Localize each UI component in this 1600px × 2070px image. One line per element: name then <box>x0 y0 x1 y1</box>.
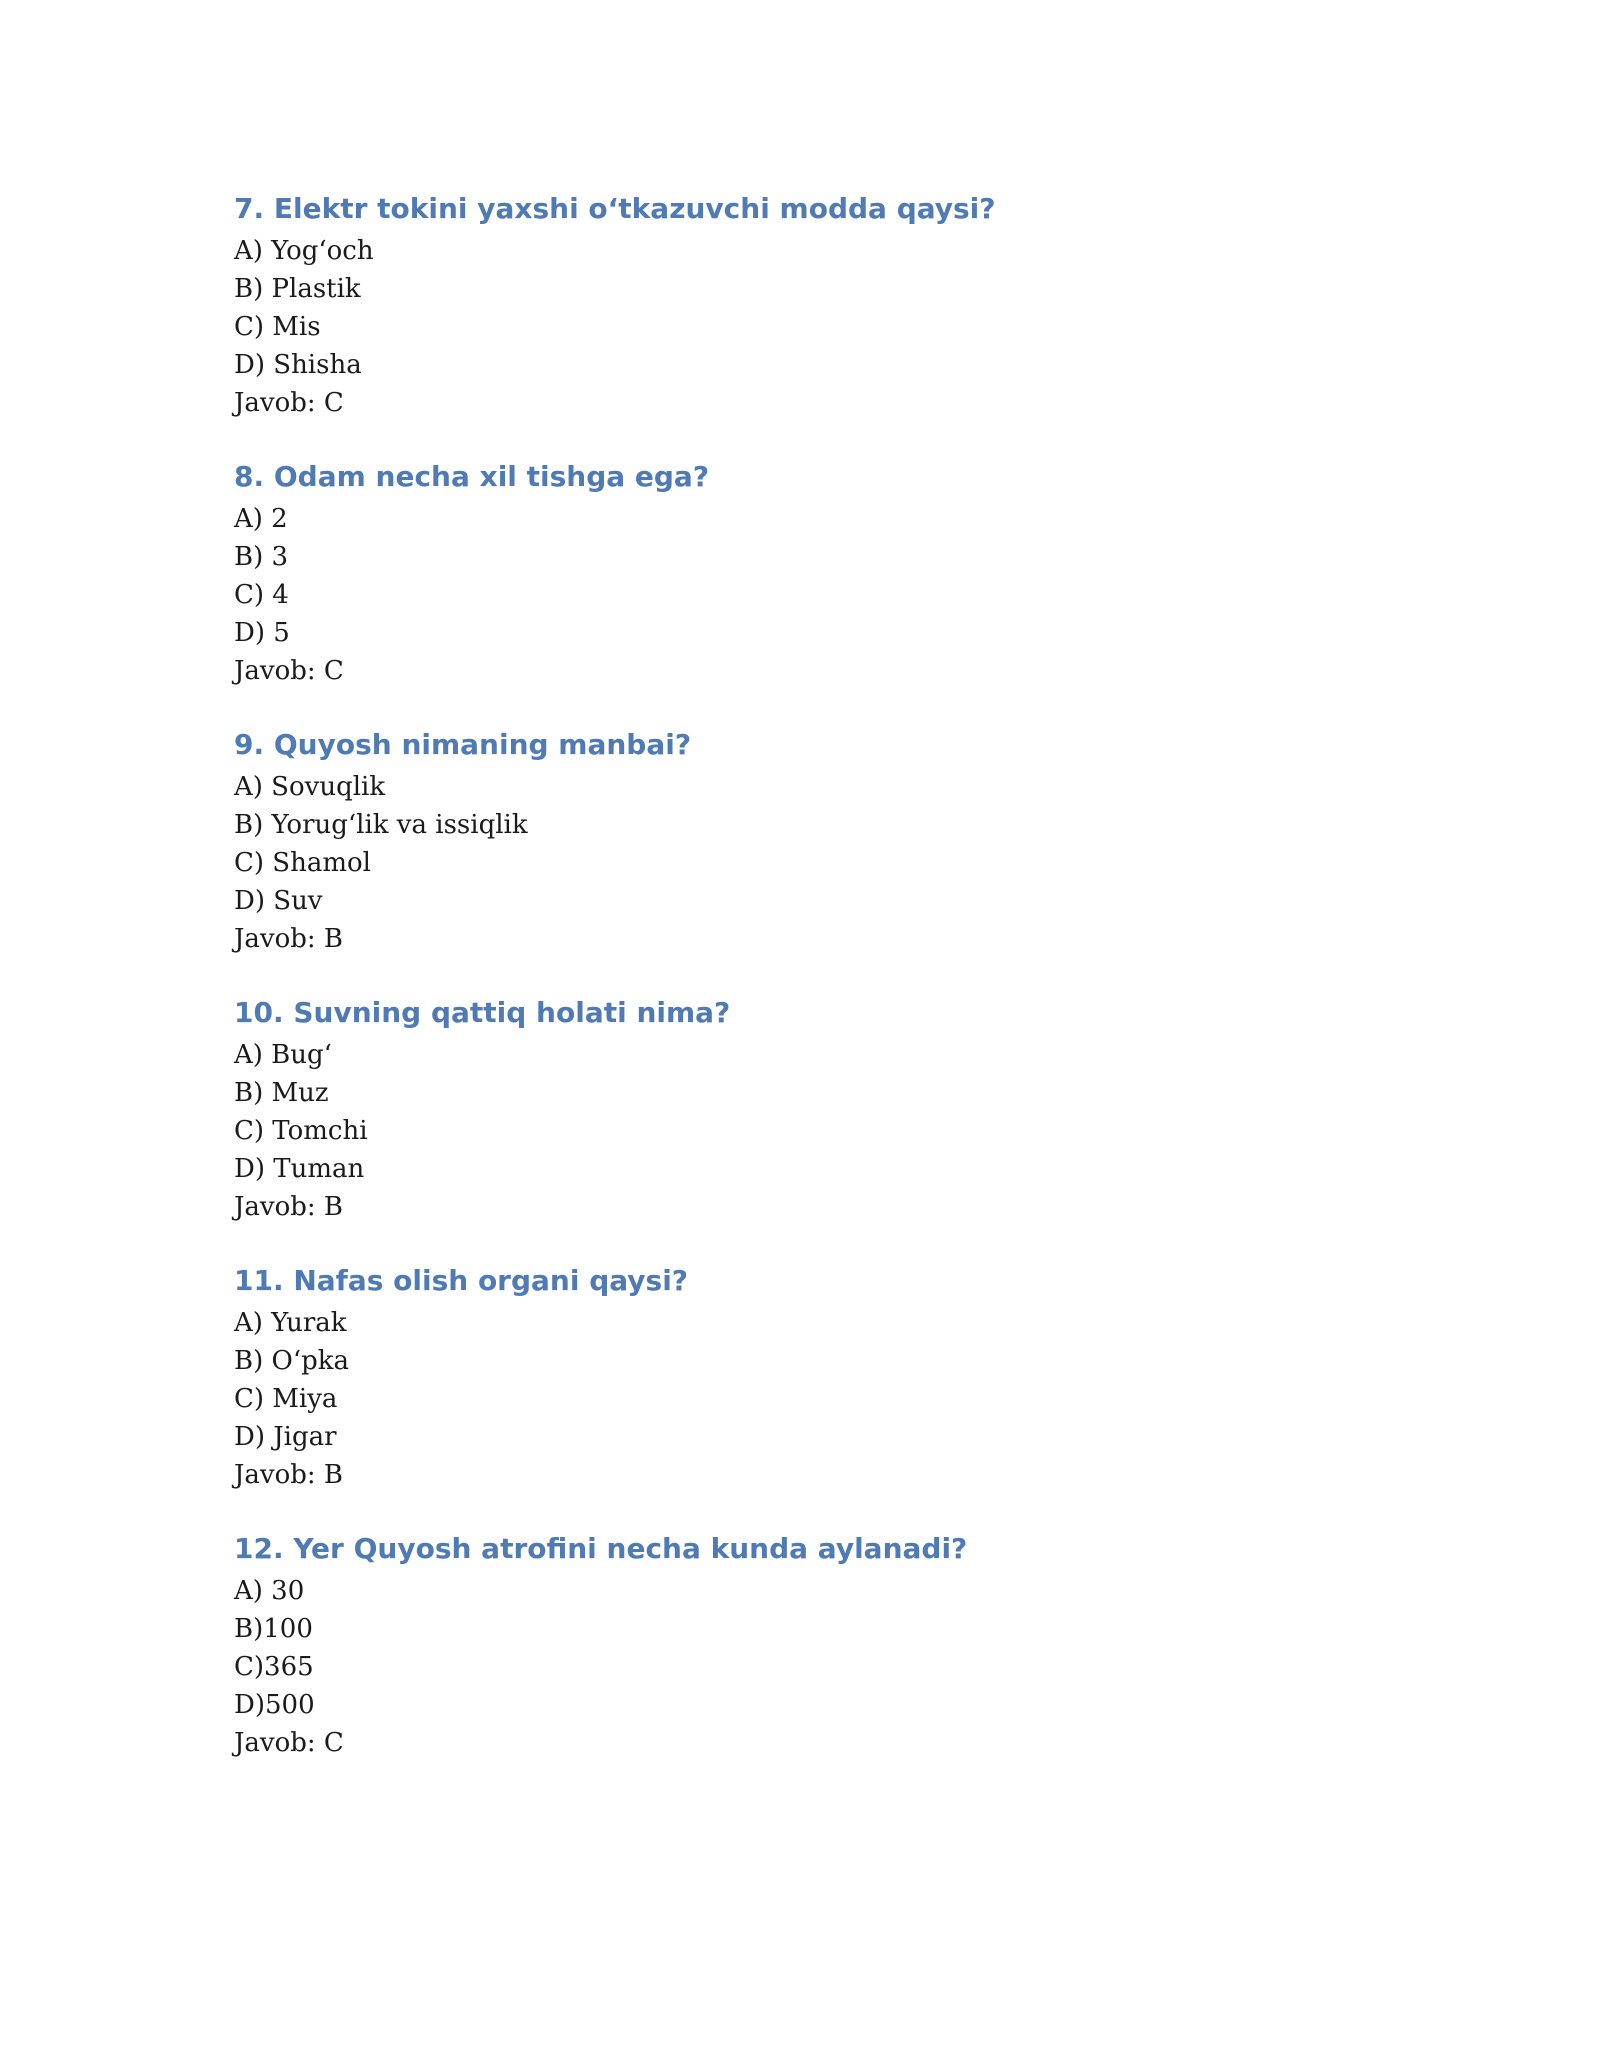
option-d: D) Jigar <box>234 1422 337 1452</box>
option-b: B) O‘pka <box>234 1346 349 1376</box>
question-title: 12. Yer Quyosh atrofini necha kunda aylanadi? <box>234 1532 968 1565</box>
option-a: A) Yurak <box>234 1308 347 1338</box>
answer-line: Javob: B <box>234 1192 344 1222</box>
option-c: C) Mis <box>234 312 321 342</box>
answer-line: Javob: C <box>234 388 344 418</box>
answer-line: Javob: B <box>234 1460 344 1490</box>
option-d: D) Suv <box>234 886 323 916</box>
option-d: D) Shisha <box>234 350 362 380</box>
option-c: C) 4 <box>234 580 289 610</box>
option-a: A) 30 <box>234 1576 305 1606</box>
option-d: D) 5 <box>234 618 290 648</box>
option-d: D)500 <box>234 1690 315 1720</box>
option-a: A) Sovuqlik <box>234 772 386 802</box>
option-c: C) Miya <box>234 1384 338 1414</box>
question-item <box>234 1258 1334 1494</box>
answer-line: Javob: C <box>234 1728 344 1758</box>
option-a: A) Yog‘och <box>234 236 374 266</box>
option-c: C)365 <box>234 1652 314 1682</box>
option-a: A) 2 <box>234 504 288 534</box>
question-title: 7. Elektr tokini yaxshi o‘tkazuvchi modda qaysi? <box>234 192 996 225</box>
option-b: B)100 <box>234 1614 313 1644</box>
option-a: A) Bug‘ <box>234 1040 332 1070</box>
option-d: D) Tuman <box>234 1154 365 1184</box>
option-c: C) Shamol <box>234 848 371 878</box>
question-title: 11. Nafas olish organi qaysi? <box>234 1264 689 1297</box>
question-item <box>234 990 1334 1226</box>
question-title: 9. Quyosh nimaning manbai? <box>234 728 692 761</box>
question-title: 10. Suvning qattiq holati nima? <box>234 996 731 1029</box>
question-title: 8. Odam necha xil tishga ega? <box>234 460 710 493</box>
question-list <box>234 186 1334 1794</box>
question-item <box>234 722 1334 958</box>
option-b: B) Plastik <box>234 274 361 304</box>
option-b: B) 3 <box>234 542 289 572</box>
answer-line: Javob: B <box>234 924 344 954</box>
question-item <box>234 1526 1334 1762</box>
option-c: C) Tomchi <box>234 1116 368 1146</box>
option-b: B) Yorug‘lik va issiqlik <box>234 810 528 840</box>
question-item <box>234 454 1334 690</box>
answer-line: Javob: C <box>234 656 344 686</box>
question-item <box>234 186 1334 422</box>
option-b: B) Muz <box>234 1078 329 1108</box>
